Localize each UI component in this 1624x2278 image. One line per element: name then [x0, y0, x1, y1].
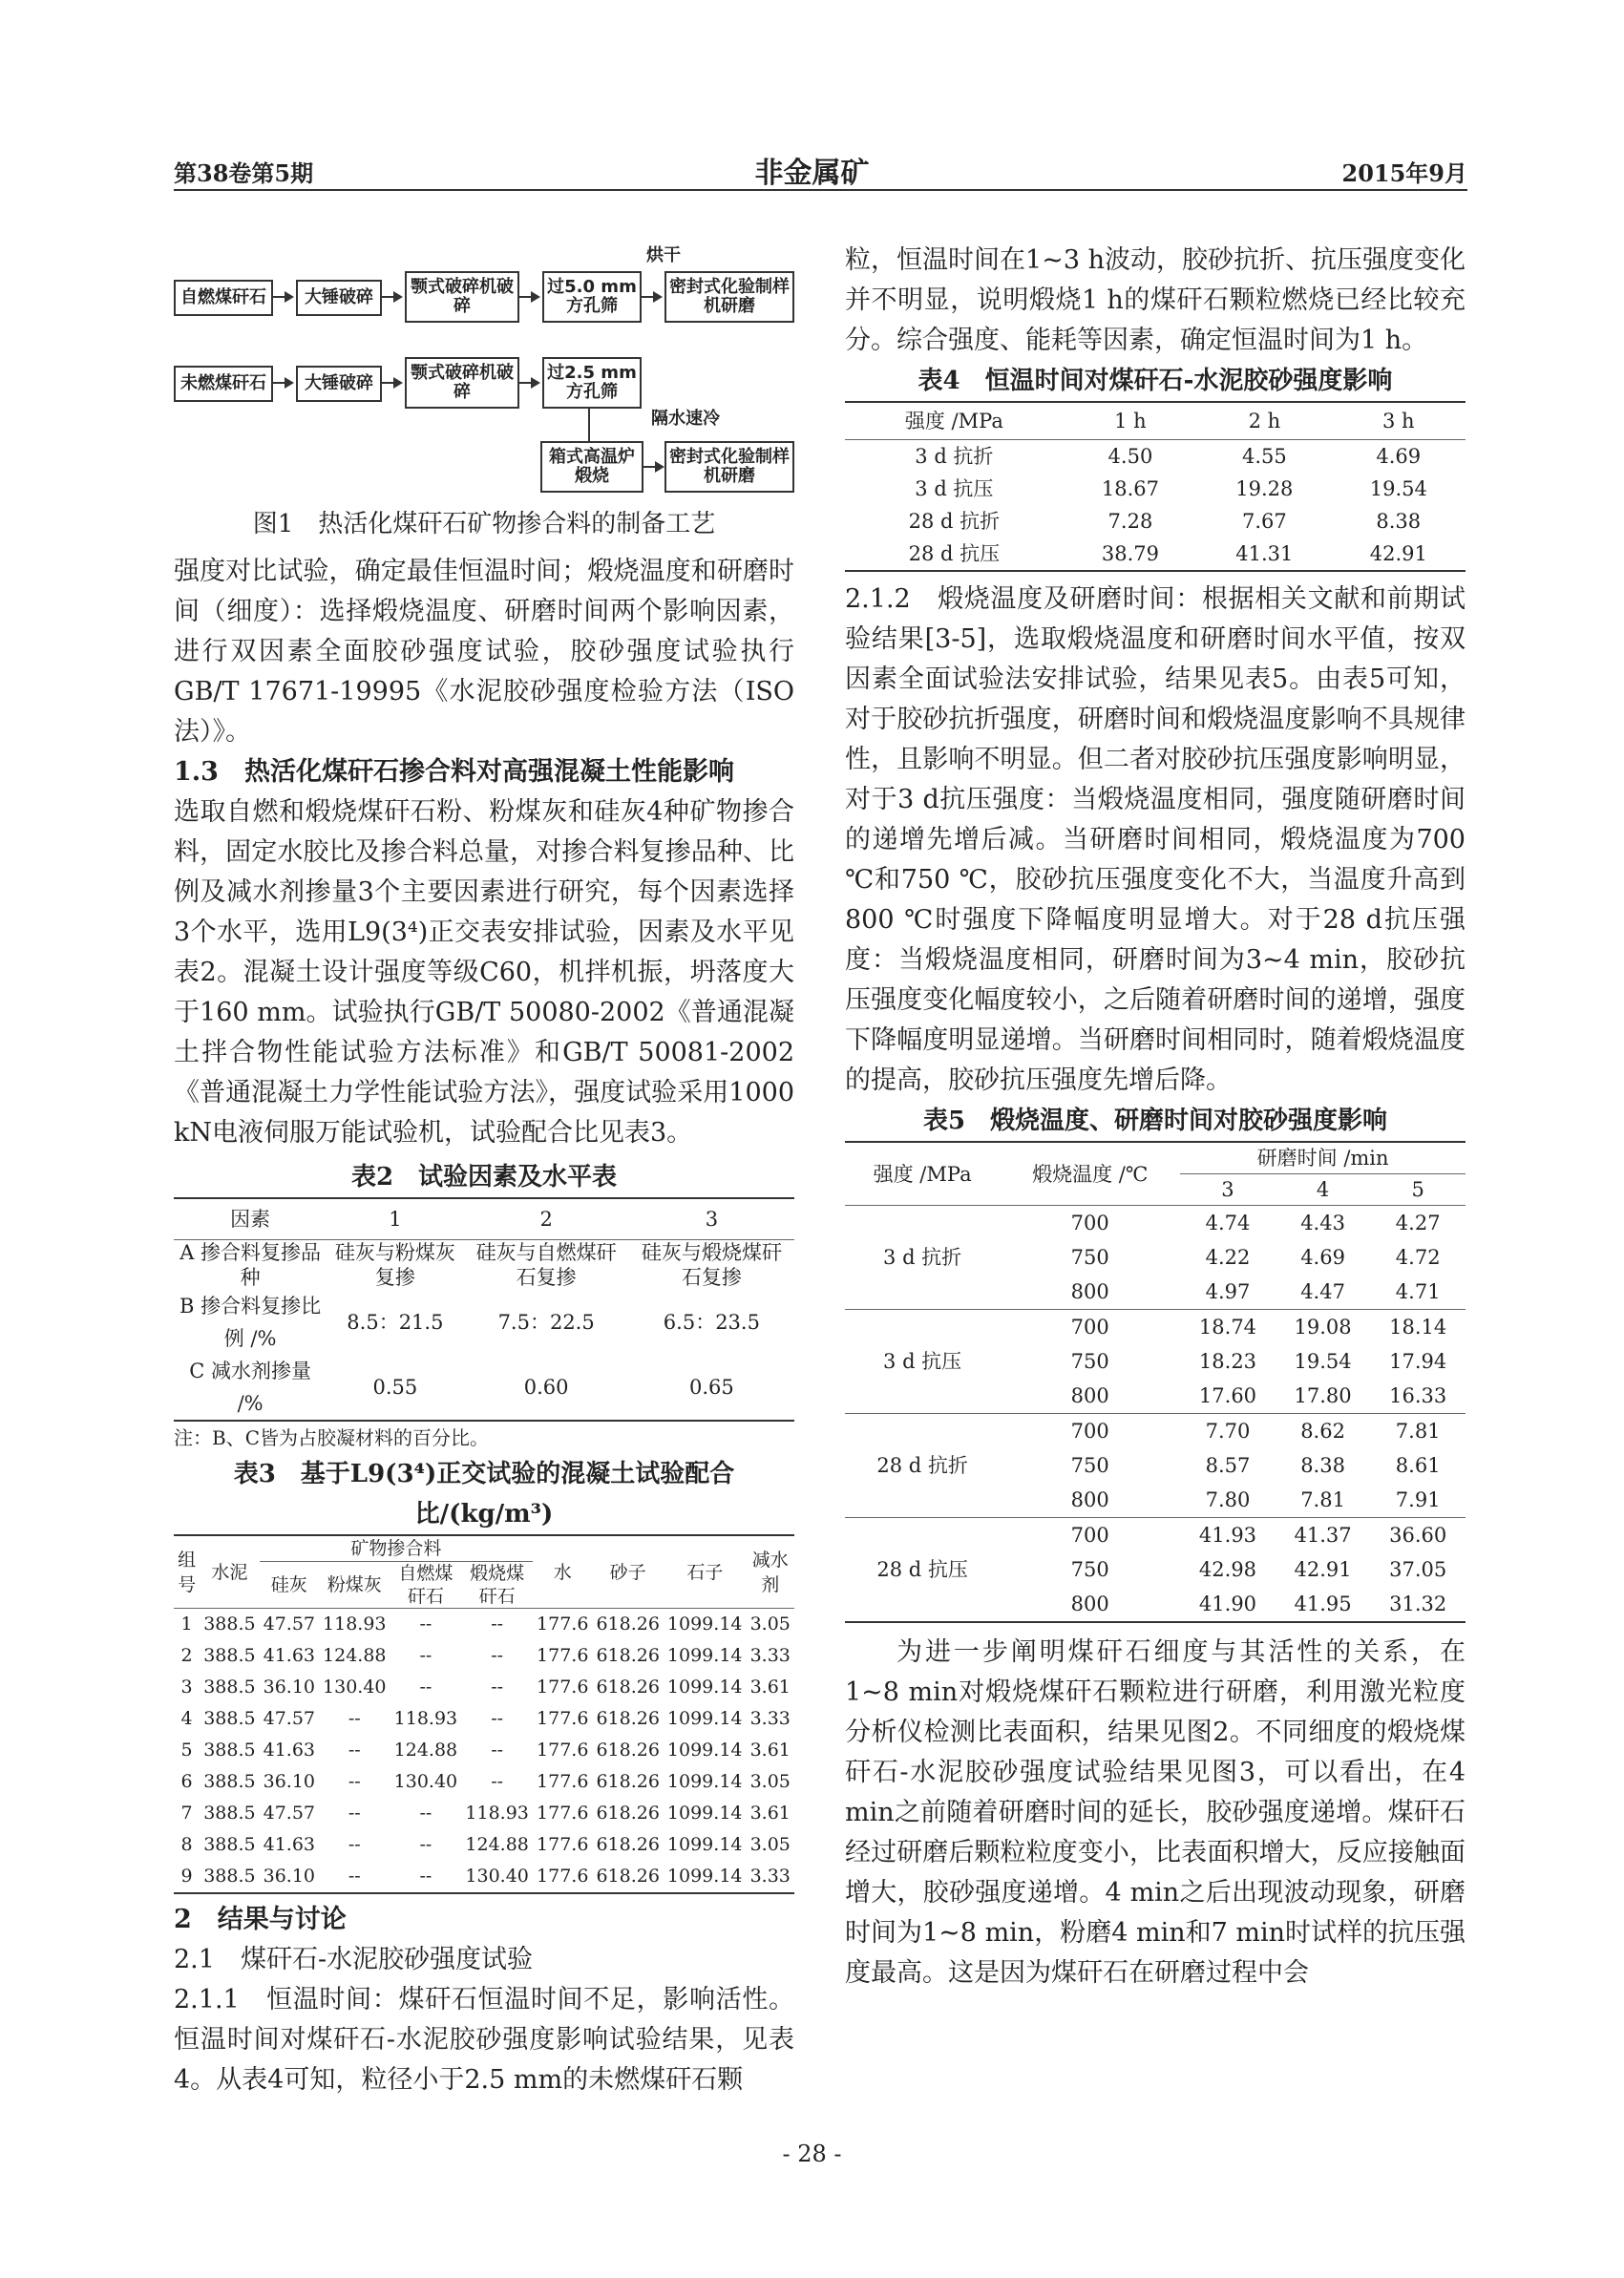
table-cell: 750	[1070, 1246, 1109, 1269]
table-cell: 130.40	[465, 1866, 529, 1887]
table-3-title: 表3 基于L9(3⁴)正交试验的混凝土试验配合比/(kg/m³)	[233, 1460, 735, 1529]
table-row	[845, 505, 1466, 538]
fc-arrow	[271, 382, 292, 384]
table-3-body	[174, 1609, 794, 1894]
table-cell: 130.40	[393, 1771, 458, 1792]
section-2-1: 2.1 煤矸石-水泥胶砂强度试验	[174, 1945, 534, 1974]
table-cell: 8.62	[1300, 1420, 1345, 1443]
table-group-label: 28 d 抗压	[845, 1518, 1000, 1623]
table-cell: 177.6	[537, 1771, 589, 1792]
table-cell: B 掺合料复掺比例 /%	[179, 1295, 322, 1350]
table-cell: 800	[1070, 1384, 1109, 1407]
table-cell: 8.57	[1205, 1454, 1251, 1477]
table-head-cell: 矿物掺合料	[260, 1535, 533, 1562]
paragraph: 2.1.2 煅烧温度及研磨时间：根据相关文献和前期试验结果[3-5]，选取煅烧温度和研磨时间水平值，按双因素全面试验法安排试验，结果见表5。由表5可知，对于胶砂抗折强度，研磨时间和煅烧温度影响不具规律性，且影响不明显。但二者对胶砂抗压强度影响明显，对于3 d抗压强度：当煅烧温度相同，强度随研磨时间的递增先增后减。当研磨时间相同，煅烧温度为700 ℃和750 ℃，胶砂抗压强度变化不大，当温度升高到800 ℃时强度下降幅度明显增大。对于28 d抗压强度：当煅烧温度相同，研磨时间为3~4 min，胶砂抗压强度变化幅度较小，之后随着研磨时间的递增，强度下降幅度明显递增。当研磨时间相同时，随着煅烧温度的提高，胶砂抗压强度先增后降。	[845, 584, 1466, 1095]
table-cell: 4.22	[1205, 1246, 1251, 1269]
table-cell: 800	[1070, 1592, 1109, 1615]
table-head-cell: 2 h	[1248, 410, 1281, 432]
fc-box: 密封式化验制样机研磨	[664, 441, 794, 493]
table-cell: 618.26	[596, 1614, 660, 1635]
table-cell: 7	[180, 1803, 193, 1824]
table-2-note: 注：B、C皆为占胶凝材料的百分比。	[174, 1426, 489, 1449]
table-cell: A 掺合料复掺品种	[179, 1241, 322, 1289]
table-cell: 41.31	[1235, 542, 1294, 565]
table-cell: 42.91	[1369, 542, 1427, 565]
table-row	[845, 473, 1466, 505]
table-row	[845, 1518, 1466, 1553]
table-group-label: 28 d 抗折	[845, 1414, 1000, 1518]
table-cell: 618.26	[596, 1740, 660, 1761]
table-cell: --	[491, 1771, 504, 1792]
table-cell: 4.47	[1300, 1280, 1345, 1303]
table-cell: 4.69	[1300, 1246, 1345, 1269]
table-cell: 618.26	[596, 1708, 660, 1729]
table-cell: 8.38	[1376, 510, 1422, 533]
table-cell: 7.5：22.5	[497, 1311, 595, 1334]
table-cell: 18.14	[1389, 1316, 1447, 1339]
table-head-cell: 石子	[686, 1561, 724, 1583]
table-cell: 177.6	[537, 1645, 589, 1666]
table-cell: 42.91	[1294, 1558, 1352, 1581]
table-cell: 18.67	[1101, 477, 1159, 500]
table-row	[174, 1640, 794, 1672]
table-cell: 3.33	[749, 1645, 791, 1666]
table-cell: 7.91	[1395, 1488, 1441, 1511]
table-cell: 1099.14	[666, 1614, 743, 1635]
table-row	[174, 1798, 794, 1829]
table-row	[845, 538, 1466, 571]
table-head-cell: 2	[539, 1208, 553, 1231]
table-cell: 388.5	[203, 1708, 256, 1729]
table-head-cell: 水泥	[211, 1561, 248, 1583]
table-cell: 177.6	[537, 1866, 589, 1887]
table-cell: 177.6	[537, 1834, 589, 1855]
table-cell: 800	[1070, 1280, 1109, 1303]
fc-arrow	[271, 296, 292, 298]
table-cell: 3.05	[749, 1614, 791, 1635]
left-column	[174, 504, 794, 2100]
table-cell: --	[491, 1614, 504, 1635]
table-cell: 17.60	[1198, 1384, 1257, 1407]
table-cell: 1099.14	[666, 1708, 743, 1729]
table-row	[174, 1355, 794, 1421]
table-cell: --	[419, 1614, 432, 1635]
table-cell: 618.26	[596, 1803, 660, 1824]
table-cell: 9	[180, 1866, 193, 1887]
table-head-cell: 粉煤灰	[327, 1574, 382, 1595]
table-cell: --	[419, 1645, 432, 1666]
table-cell: 42.98	[1198, 1558, 1257, 1581]
table-row	[845, 1206, 1466, 1241]
table-cell: 3	[180, 1677, 193, 1698]
table-cell: 7.70	[1205, 1420, 1251, 1443]
table-cell: 124.88	[465, 1834, 529, 1855]
table-cell: 118.93	[393, 1708, 458, 1729]
table-cell: 31.32	[1389, 1592, 1447, 1615]
table-2-title: 表2 试验因素及水平表	[350, 1163, 618, 1192]
table-cell: 36.10	[263, 1866, 316, 1887]
header-journal: 非金属矿	[754, 157, 870, 190]
table-cell: 3.61	[749, 1677, 791, 1698]
table-cell: 0.55	[372, 1376, 418, 1399]
table-cell: 41.90	[1198, 1592, 1257, 1615]
right-column	[845, 241, 1466, 1993]
table-cell: --	[348, 1708, 361, 1729]
fc-arrow	[642, 466, 663, 468]
table-cell: 750	[1070, 1558, 1109, 1581]
table-head-cell: 砂子	[609, 1561, 646, 1583]
section-2: 2 结果与讨论	[174, 1905, 347, 1934]
table-cell: 28 d 抗压	[908, 542, 1001, 565]
table-2	[174, 1197, 794, 1422]
table-cell: 700	[1070, 1212, 1109, 1234]
table-cell: --	[348, 1771, 361, 1792]
table-4-body	[845, 440, 1466, 572]
table-5	[845, 1141, 1466, 1623]
table-cell: 3.05	[749, 1834, 791, 1855]
table-cell: 3 d 抗压	[915, 477, 994, 500]
paragraph: 选取自燃和煅烧煤矸石粉、粉煤灰和硅灰4种矿物掺合料，固定水胶比及掺合料总量，对掺合料复掺品种、比例及减水剂掺量3个主要因素进行研究，每个因素选择3个水平，选用L9(3⁴)正交表安排试验，因素及水平见表2。混凝土设计强度等级C60，机拌机振，坍落度大于160 mm。试验执行GB/T 50080-2002《普通混凝土拌合物性能试验方法标准》和GB/T 50081-2002《普通混凝土力学性能试验方法》，强度试验采用1000 kN电液伺服万能试验机，试验配合比见表3。	[174, 797, 794, 1148]
table-cell: 4.43	[1300, 1212, 1345, 1234]
fc-box: 过5.0 mm方孔筛	[542, 271, 642, 323]
table-cell: 47.57	[263, 1614, 316, 1635]
table-cell: 618.26	[596, 1645, 660, 1666]
table-cell: 硅灰与粉煤灰复掺	[334, 1241, 455, 1289]
table-cell: 177.6	[537, 1740, 589, 1761]
table-row	[845, 1414, 1466, 1449]
table-cell: 7.81	[1395, 1420, 1441, 1443]
table-cell: 1	[180, 1614, 193, 1635]
table-cell: 700	[1070, 1316, 1109, 1339]
table-cell: 41.37	[1294, 1524, 1352, 1547]
table-cell: 36.10	[263, 1677, 316, 1698]
paragraph: 2.1.1 恒温时间：煤矸石恒温时间不足，影响活性。恒温时间对煤矸石-水泥胶砂强度影响试验结果，见表4。从表4可知，粒径小于2.5 mm的未燃煤矸石颗	[174, 1985, 794, 2095]
header-rule	[174, 189, 1467, 191]
table-cell: --	[419, 1834, 432, 1855]
table-cell: 36.10	[263, 1771, 316, 1792]
table-cell: 8.61	[1395, 1454, 1441, 1477]
table-cell: 4.72	[1395, 1246, 1441, 1269]
table-cell: 37.05	[1389, 1558, 1447, 1581]
table-row	[174, 1735, 794, 1766]
table-cell: 388.5	[203, 1740, 256, 1761]
table-cell: 18.74	[1198, 1316, 1257, 1339]
table-cell: 36.60	[1389, 1524, 1447, 1547]
table-head-cell: 研磨时间 /min	[1180, 1142, 1466, 1174]
table-cell: 7.67	[1241, 510, 1287, 533]
table-head-cell: 强度 /MPa	[904, 410, 1003, 432]
header-volume: 第38卷第5期	[174, 159, 314, 187]
table-cell: 1099.14	[666, 1803, 743, 1824]
table-head-cell: 煅烧煤矸石	[470, 1563, 525, 1607]
figure-1-flowchart	[174, 237, 794, 495]
fc-arrow	[380, 382, 401, 384]
header-date: 2015年9月	[1341, 159, 1467, 187]
table-row	[174, 1829, 794, 1861]
table-cell: 177.6	[537, 1708, 589, 1729]
table-cell: 38.79	[1101, 542, 1159, 565]
table-cell: 8.5：21.5	[347, 1311, 444, 1334]
fc-box: 密封式化验制样机研磨	[664, 271, 794, 323]
table-5-body	[845, 1206, 1466, 1623]
fc-arrow	[517, 296, 538, 298]
fc-box: 颚式破碎机破碎	[405, 271, 519, 323]
paragraph: 粒，恒温时间在1~3 h波动，胶砂抗折、抗压强度变化并不明显，说明煅烧1 h的煤矸石颗粒燃烧已经比较充分。综合强度、能耗等因素，确定恒温时间为1 h。	[845, 245, 1466, 355]
table-head-cell: 3	[1221, 1178, 1234, 1201]
table-row	[174, 1672, 794, 1703]
table-cell: 41.63	[263, 1834, 316, 1855]
table-cell: 1099.14	[666, 1677, 743, 1698]
table-cell: 6.5：23.5	[663, 1311, 760, 1334]
table-cell: --	[419, 1677, 432, 1698]
table-cell: 618.26	[596, 1677, 660, 1698]
table-cell: --	[419, 1803, 432, 1824]
fc-arrow	[380, 296, 401, 298]
fc-label-quench: 隔水速冷	[651, 409, 720, 429]
figure-1-caption: 图1 热活化煤矸石矿物掺合料的制备工艺	[252, 510, 716, 538]
table-cell: 3.33	[749, 1708, 791, 1729]
table-cell: 388.5	[203, 1771, 256, 1792]
table-head-cell: 水	[553, 1561, 572, 1583]
table-row	[174, 1609, 794, 1641]
table-head-cell: 3 h	[1382, 410, 1415, 432]
table-row	[174, 1240, 794, 1291]
table-cell: 4.50	[1107, 445, 1153, 468]
table-head-cell: 5	[1411, 1178, 1424, 1201]
table-cell: 19.28	[1235, 477, 1294, 500]
table-cell: 3.61	[749, 1803, 791, 1824]
table-cell: --	[491, 1645, 504, 1666]
table-cell: 618.26	[596, 1771, 660, 1792]
table-cell: 700	[1070, 1524, 1109, 1547]
table-cell: 177.6	[537, 1803, 589, 1824]
table-cell: 8.38	[1300, 1454, 1345, 1477]
table-cell: 130.40	[323, 1677, 387, 1698]
table-cell: --	[491, 1708, 504, 1729]
fc-box: 箱式高温炉煅烧	[540, 441, 643, 493]
table-cell: 硅灰与自燃煤矸石复掺	[475, 1241, 617, 1289]
table-head-cell: 硅灰	[270, 1574, 307, 1595]
table-cell: 800	[1070, 1488, 1109, 1511]
table-4	[845, 401, 1466, 572]
table-cell: 5	[180, 1740, 193, 1761]
table-cell: 618.26	[596, 1866, 660, 1887]
table-head-cell: 1	[389, 1208, 402, 1231]
table-cell: 3.05	[749, 1771, 791, 1792]
table-cell: 4.74	[1205, 1212, 1251, 1234]
fc-box: 大锤破碎	[296, 280, 382, 316]
table-cell: 177.6	[537, 1614, 589, 1635]
section-heading	[174, 752, 794, 792]
table-cell: 177.6	[537, 1677, 589, 1698]
table-cell: 4	[180, 1708, 193, 1729]
table-head-cell: 自燃煤矸石	[398, 1563, 453, 1607]
table-cell: 28 d 抗折	[908, 510, 1001, 533]
table-cell: 0.65	[688, 1376, 734, 1399]
table-cell: 47.57	[263, 1803, 316, 1824]
table-cell: 41.95	[1294, 1592, 1352, 1615]
table-cell: 3.33	[749, 1866, 791, 1887]
table-cell: 388.5	[203, 1614, 256, 1635]
table-cell: 388.5	[203, 1645, 256, 1666]
table-cell: 1099.14	[666, 1834, 743, 1855]
table-group-label: 3 d 抗压	[845, 1310, 1000, 1414]
fc-box: 大锤破碎	[296, 366, 382, 402]
page-number: - 28 -	[782, 2141, 842, 2167]
table-row	[845, 1310, 1466, 1345]
table-cell: 3.61	[749, 1740, 791, 1761]
table-5-title: 表5 煅烧温度、研磨时间对胶砂强度影响	[922, 1107, 1388, 1135]
table-cell: 17.80	[1294, 1384, 1352, 1407]
table-cell: 6	[180, 1771, 193, 1792]
table-row	[174, 1861, 794, 1893]
table-row	[845, 440, 1466, 474]
section-1-3: 1.3 热活化煤矸石掺合料对高强混凝土性能影响	[174, 757, 734, 787]
paragraph: 为进一步阐明煤矸石细度与其活性的关系，在1~8 min对煅烧煤矸石颗粒进行研磨，利用激光粒度分析仪检测比表面积，结果见图2。不同细度的煅烧煤矸石-水泥胶砂强度试验结果见图3，可以看出，在4 min之前随着研磨时间的延长，胶砂强度递增。煤矸石经过研磨后颗粒粒度变小，比表面积增大，反应接触面增大，胶砂强度递增。4 min之后出现波动现象，研磨时间为1~8 min，粉磨4 min和7 min时试样的抗压强度最高。这是因为煤矸石在研磨过程中会	[845, 1637, 1466, 1988]
table-cell: 19.08	[1294, 1316, 1352, 1339]
table-head-cell: 因素	[230, 1208, 271, 1231]
table-cell: 388.5	[203, 1803, 256, 1824]
table-head-cell: 1 h	[1114, 410, 1147, 432]
fc-label-dry: 烘干	[646, 245, 681, 265]
table-cell: 124.88	[393, 1740, 458, 1761]
table-cell: 118.93	[465, 1803, 529, 1824]
fc-connector	[588, 407, 590, 441]
table-cell: 0.60	[523, 1376, 569, 1399]
fc-box: 未燃煤矸石	[174, 366, 273, 402]
table-group-label: 3 d 抗折	[845, 1206, 1000, 1310]
table-row	[174, 1766, 794, 1798]
table-cell: 19.54	[1369, 477, 1427, 500]
table-cell: 41.93	[1198, 1524, 1257, 1547]
fc-arrow	[517, 382, 538, 384]
paragraph: 强度对比试验，确定最佳恒温时间；煅烧温度和研磨时间（细度）：选择煅烧温度、研磨时间两个影响因素，进行双因素全面胶砂强度试验，胶砂强度试验执行GB/T 17671-19995《水泥胶砂强度检验方法（ISO法）》。	[174, 557, 794, 747]
fc-arrow	[640, 296, 661, 298]
table-cell: 47.57	[263, 1708, 316, 1729]
table-cell: --	[419, 1866, 432, 1887]
table-cell: 41.63	[263, 1740, 316, 1761]
table-cell: 388.5	[203, 1866, 256, 1887]
table-cell: 7.28	[1107, 510, 1153, 533]
table-cell: 1099.14	[666, 1740, 743, 1761]
table-cell: 2	[180, 1645, 193, 1666]
table-cell: 16.33	[1389, 1384, 1447, 1407]
table-cell: --	[491, 1677, 504, 1698]
table-cell: 700	[1070, 1420, 1109, 1443]
table-cell: 618.26	[596, 1834, 660, 1855]
fc-box: 颚式破碎机破碎	[405, 357, 519, 409]
table-cell: 4.71	[1395, 1280, 1441, 1303]
table-head-cell: 强度 /MPa	[873, 1162, 972, 1186]
table-cell: 4.69	[1376, 445, 1422, 468]
table-cell: --	[348, 1834, 361, 1855]
table-cell: 41.63	[263, 1645, 316, 1666]
table-cell: C 减水剂掺量 /%	[189, 1360, 311, 1415]
table-cell: --	[348, 1866, 361, 1887]
table-cell: --	[491, 1740, 504, 1761]
table-row	[174, 1703, 794, 1735]
table-cell: 4.27	[1395, 1212, 1441, 1234]
table-cell: 硅灰与煅烧煤矸石复掺	[641, 1241, 782, 1289]
table-cell: 1099.14	[666, 1771, 743, 1792]
table-head-cell: 组号	[178, 1549, 197, 1595]
table-cell: 4.97	[1205, 1280, 1251, 1303]
table-cell: 1099.14	[666, 1645, 743, 1666]
fc-box: 过2.5 mm方孔筛	[542, 357, 642, 409]
table-cell: 388.5	[203, 1677, 256, 1698]
table-cell: 7.80	[1205, 1488, 1251, 1511]
table-cell: 750	[1070, 1350, 1109, 1373]
table-cell: 19.54	[1294, 1350, 1352, 1373]
table-row	[174, 1290, 794, 1355]
table-cell: 18.23	[1198, 1350, 1257, 1373]
table-cell: 388.5	[203, 1834, 256, 1855]
table-cell: 4.55	[1241, 445, 1287, 468]
table-cell: --	[348, 1803, 361, 1824]
table-cell: 17.94	[1389, 1350, 1447, 1373]
table-head-cell: 减水剂	[751, 1549, 789, 1595]
table-cell: 124.88	[323, 1645, 387, 1666]
table-3	[174, 1534, 794, 1894]
table-cell: 8	[180, 1834, 193, 1855]
table-cell: 118.93	[323, 1614, 387, 1635]
table-head-cell: 3	[705, 1208, 719, 1231]
table-cell: 750	[1070, 1454, 1109, 1477]
fc-box: 自燃煤矸石	[174, 280, 273, 316]
table-4-title: 表4 恒温时间对煤矸石-水泥胶砂强度影响	[917, 367, 1393, 395]
table-head-cell: 4	[1316, 1178, 1330, 1201]
table-cell: --	[348, 1740, 361, 1761]
table-cell: 3 d 抗折	[915, 445, 994, 468]
table-cell: 7.81	[1300, 1488, 1345, 1511]
table-cell: 1099.14	[666, 1866, 743, 1887]
table-head-cell: 煅烧温度 /℃	[1032, 1162, 1149, 1186]
